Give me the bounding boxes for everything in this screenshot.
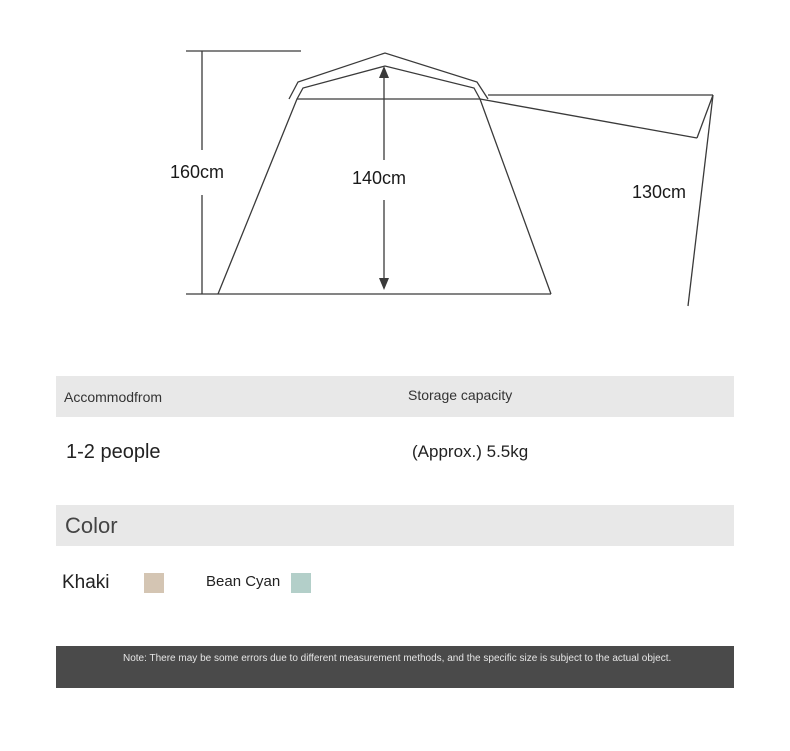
color-option-bean-cyan-label: Bean Cyan <box>206 573 281 590</box>
accommodate-value: 1-2 people <box>66 441 161 463</box>
height-total-label: 160cm <box>170 162 225 182</box>
note-text: Note: There may be some errors due to different measurement methods, and the specific size is subject to the actual object. <box>123 653 672 664</box>
arrowhead-down <box>379 278 389 290</box>
awning-height-label: 130cm <box>632 182 687 202</box>
height-inner-label: 140cm <box>352 168 407 188</box>
color-option-khaki-label: Khaki <box>62 572 110 593</box>
storage-label: Storage capacity <box>408 387 513 403</box>
storage-value: (Approx.) 5.5kg <box>412 442 529 461</box>
color-header-bar <box>56 505 734 546</box>
note-bar <box>56 646 734 688</box>
awning-bottom-edge <box>480 99 697 138</box>
accommodate-label: Accommodfrom <box>64 389 163 405</box>
bean-cyan-swatch <box>291 573 311 593</box>
color-header-title: Color <box>65 513 118 538</box>
tent-dimension-diagram <box>0 0 790 340</box>
khaki-swatch <box>144 573 164 593</box>
tent-roof-outer <box>289 53 488 99</box>
tent-roof-inner <box>297 66 480 99</box>
awning-pole <box>688 95 713 306</box>
